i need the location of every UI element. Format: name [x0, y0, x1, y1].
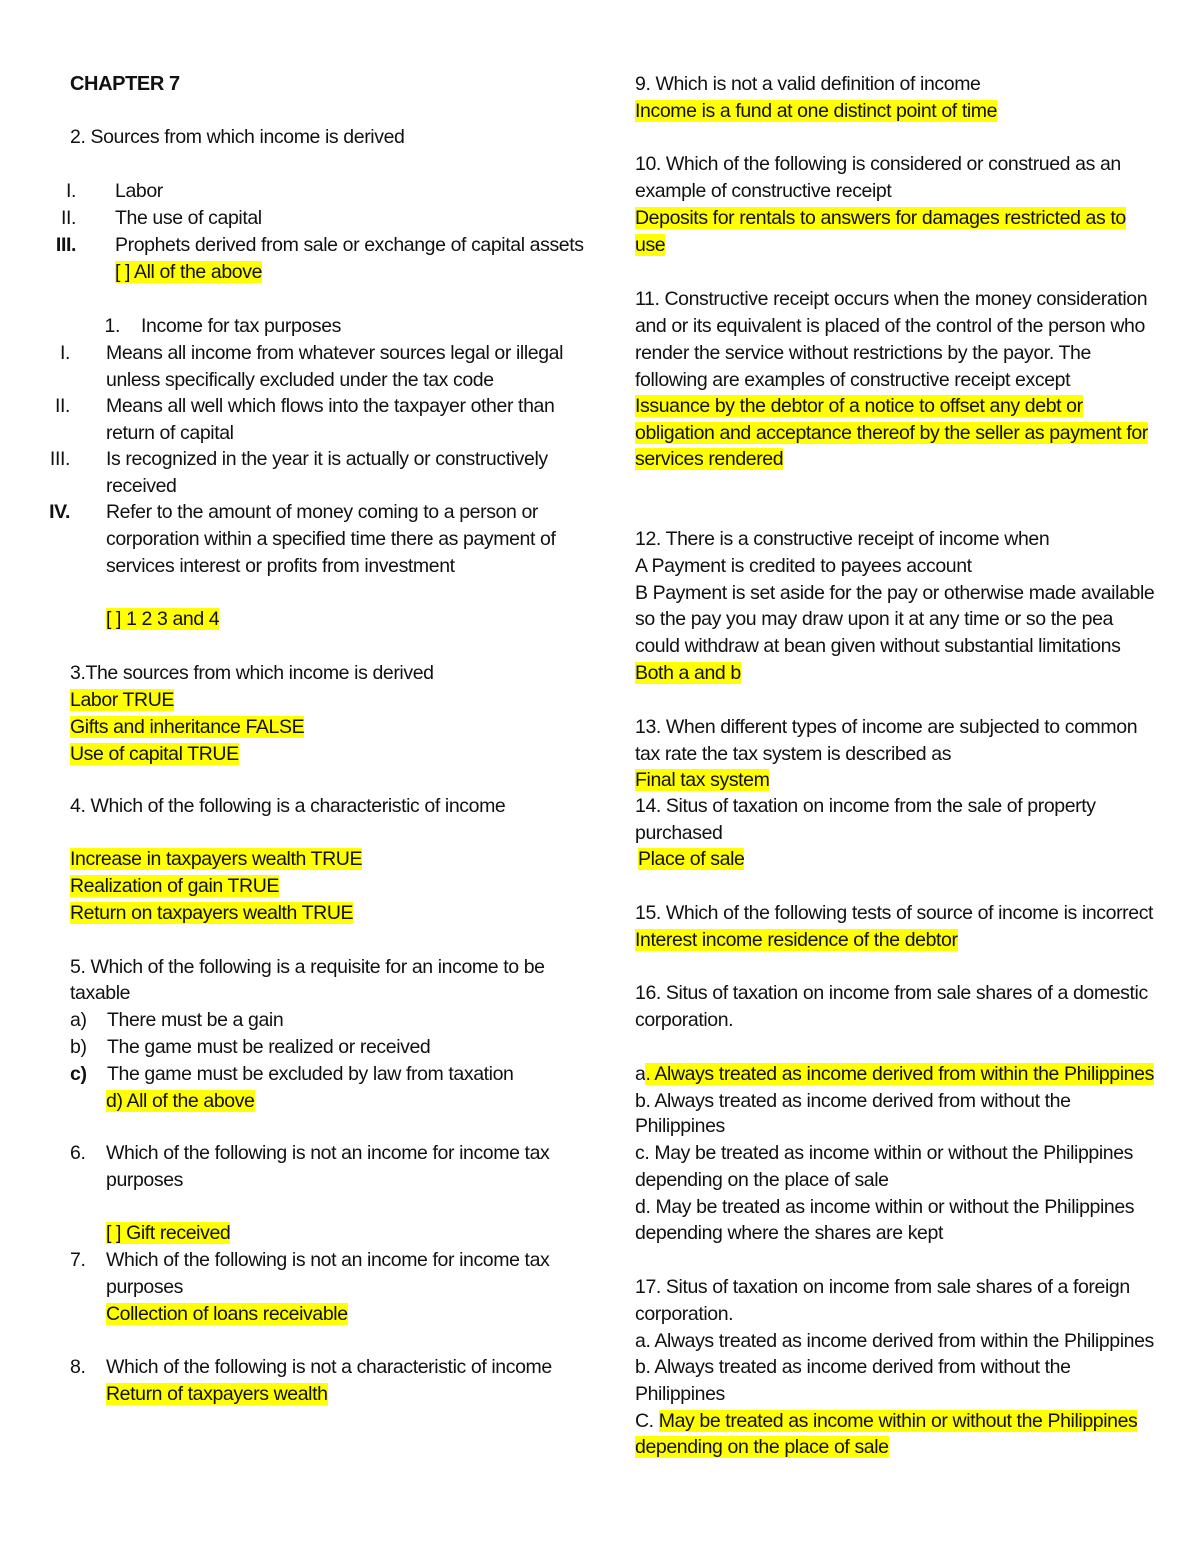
q1-item-line: Refer to the amount of money coming to a person or [106, 501, 538, 523]
q1-item-marker: IV. [49, 501, 70, 523]
question-7: Which of the following is not an income for income tax [106, 1249, 550, 1271]
q7-answer: Collection of loans receivable [106, 1303, 348, 1325]
question-12: 12. There is a constructive receipt of income when [635, 528, 1050, 550]
question-17: 17. Situs of taxation on income from sale shares of a foreign [635, 1276, 1130, 1298]
question-3: 3.The sources from which income is derived [70, 662, 434, 684]
question-7-cont: purposes [106, 1276, 184, 1298]
q4-answer: Return on taxpayers wealth TRUE [70, 902, 354, 924]
q14-answer: Place of sale [638, 848, 745, 870]
q1-item-marker: II. [54, 395, 70, 417]
q2-item: Labor [115, 180, 163, 202]
q5-option: The game must be realized or received [107, 1036, 431, 1058]
q16-answer: . Always treated as income derived from within the Philippines [645, 1063, 1154, 1085]
q2-answer: [ ] All of the above [115, 261, 263, 283]
q1-item-line: unless specifically excluded under the tax code [106, 369, 494, 391]
question-6-cont: purposes [106, 1169, 184, 1191]
q5-answer: d) All of the above [106, 1090, 255, 1112]
q6-marker: 6. [70, 1142, 86, 1164]
q16-option: Philippines [635, 1115, 725, 1137]
q17-answer-cont: depending on the place of sale [635, 1436, 889, 1458]
q1-item-line: return of capital [106, 422, 234, 444]
question-17-cont: corporation. [635, 1303, 734, 1325]
q10-answer-cont: use [635, 234, 666, 256]
q4-answer: Increase in taxpayers wealth TRUE [70, 848, 363, 870]
q2-item: Prophets derived from sale or exchange of capital assets [115, 234, 584, 256]
q3-answer: Use of capital TRUE [70, 743, 239, 765]
q1-item-line: Is recognized in the year it is actually or constructively [106, 448, 548, 470]
question-11-cont: following are examples of constructive receipt except [635, 369, 1071, 391]
q15-answer: Interest income residence of the debtor [635, 929, 958, 951]
q11-answer-cont: obligation and acceptance thereof by the seller as payment for [635, 422, 1148, 444]
question-12-cont: B Payment is set aside for the pay or otherwise made available [635, 582, 1155, 604]
question-13: 13. When different types of income are subjected to common [635, 716, 1138, 738]
q2-item-marker: III. [55, 234, 76, 256]
q10-answer: Deposits for rentals to answers for damages restricted as to [635, 207, 1126, 229]
question-4: 4. Which of the following is a characteristic of income [70, 795, 506, 817]
q5-option-marker: a) [70, 1009, 87, 1031]
q16-option: depending on the place of sale [635, 1169, 889, 1191]
q1-answer: [ ] 1 2 3 and 4 [106, 608, 220, 630]
q1-marker: 1. [104, 315, 120, 337]
question-12-cont: A Payment is credited to payees account [635, 555, 972, 577]
q5-option: The game must be excluded by law from taxation [107, 1063, 514, 1085]
q17-answer: May be treated as income within or without the Philippines [658, 1410, 1138, 1432]
q17-option: a. Always treated as income derived from within the Philippines [635, 1330, 1154, 1352]
question-6: Which of the following is not an income for income tax [106, 1142, 550, 1164]
q11-answer-cont: services rendered [635, 448, 784, 470]
question-5-cont: taxable [70, 982, 131, 1004]
q3-answer: Gifts and inheritance FALSE [70, 716, 305, 738]
question-11-cont: and or its equivalent is placed of the control of the person who [635, 315, 1145, 337]
question-8: Which of the following is not a characteristic of income [106, 1356, 552, 1378]
question-11-cont: render the service without restrictions by the payor. The [635, 342, 1091, 364]
question-1: Income for tax purposes [141, 315, 341, 337]
chapter-title: CHAPTER 7 [70, 73, 180, 95]
question-14: 14. Situs of taxation on income from the sale of property [635, 795, 1096, 817]
q16-option: b. Always treated as income derived from without the [635, 1090, 1071, 1112]
question-13-cont: tax rate the tax system is described as [635, 743, 952, 765]
q17-option: Philippines [635, 1383, 725, 1405]
q17-option-c-letter: C. [635, 1410, 654, 1432]
q7-marker: 7. [70, 1249, 86, 1271]
q1-item-line: corporation within a specified time there as payment of [106, 528, 556, 550]
q5-option-marker: b) [70, 1036, 87, 1058]
q1-item-line: Means all well which flows into the taxpayer other than [106, 395, 555, 417]
question-12-cont: could withdraw at bean given without substantial limitations [635, 635, 1121, 657]
q8-marker: 8. [70, 1356, 86, 1378]
q2-item-marker: I. [65, 180, 76, 202]
question-9: 9. Which is not a valid definition of income [635, 73, 981, 95]
q17-option: b. Always treated as income derived from without the [635, 1356, 1071, 1378]
question-2: 2. Sources from which income is derived [70, 126, 405, 148]
question-12-cont: so the pay you may draw upon it at any time or so the pea [635, 608, 1113, 630]
question-14-cont: purchased [635, 822, 723, 844]
q13-answer: Final tax system [635, 769, 770, 791]
q1-item-marker: I. [59, 342, 70, 364]
q9-answer: Income is a fund at one distinct point of time [635, 100, 998, 122]
q12-answer: Both a and b [635, 662, 741, 684]
q1-item-line: services interest or profits from investment [106, 555, 455, 577]
question-10-cont: example of constructive receipt [635, 180, 892, 202]
q8-answer: Return of taxpayers wealth [106, 1383, 328, 1405]
q2-item-marker: II. [60, 207, 76, 229]
question-5: 5. Which of the following is a requisite for an income to be [70, 956, 545, 978]
q4-answer: Realization of gain TRUE [70, 875, 279, 897]
q1-item-line: Means all income from whatever sources legal or illegal [106, 342, 564, 364]
q5-option: There must be a gain [107, 1009, 284, 1031]
q5-option-marker: c) [70, 1063, 87, 1085]
q1-item-marker: III. [49, 448, 70, 470]
q1-item-line: received [106, 475, 177, 497]
q6-answer: [ ] Gift received [106, 1222, 231, 1244]
q16-option-a-letter: a [635, 1063, 646, 1085]
question-15: 15. Which of the following tests of source of income is incorrect [635, 902, 1154, 924]
q2-item: The use of capital [115, 207, 262, 229]
question-10: 10. Which of the following is considered or construed as an [635, 153, 1121, 175]
q3-answer: Labor TRUE [70, 689, 175, 711]
q16-option: depending where the shares are kept [635, 1222, 943, 1244]
question-16-cont: corporation. [635, 1009, 734, 1031]
question-16: 16. Situs of taxation on income from sale shares of a domestic [635, 982, 1148, 1004]
q11-answer: Issuance by the debtor of a notice to offset any debt or [635, 395, 1083, 417]
question-11: 11. Constructive receipt occurs when the money consideration [635, 288, 1148, 310]
q16-option: d. May be treated as income within or without the Philippines [635, 1196, 1135, 1218]
q16-option: c. May be treated as income within or without the Philippines [635, 1142, 1134, 1164]
